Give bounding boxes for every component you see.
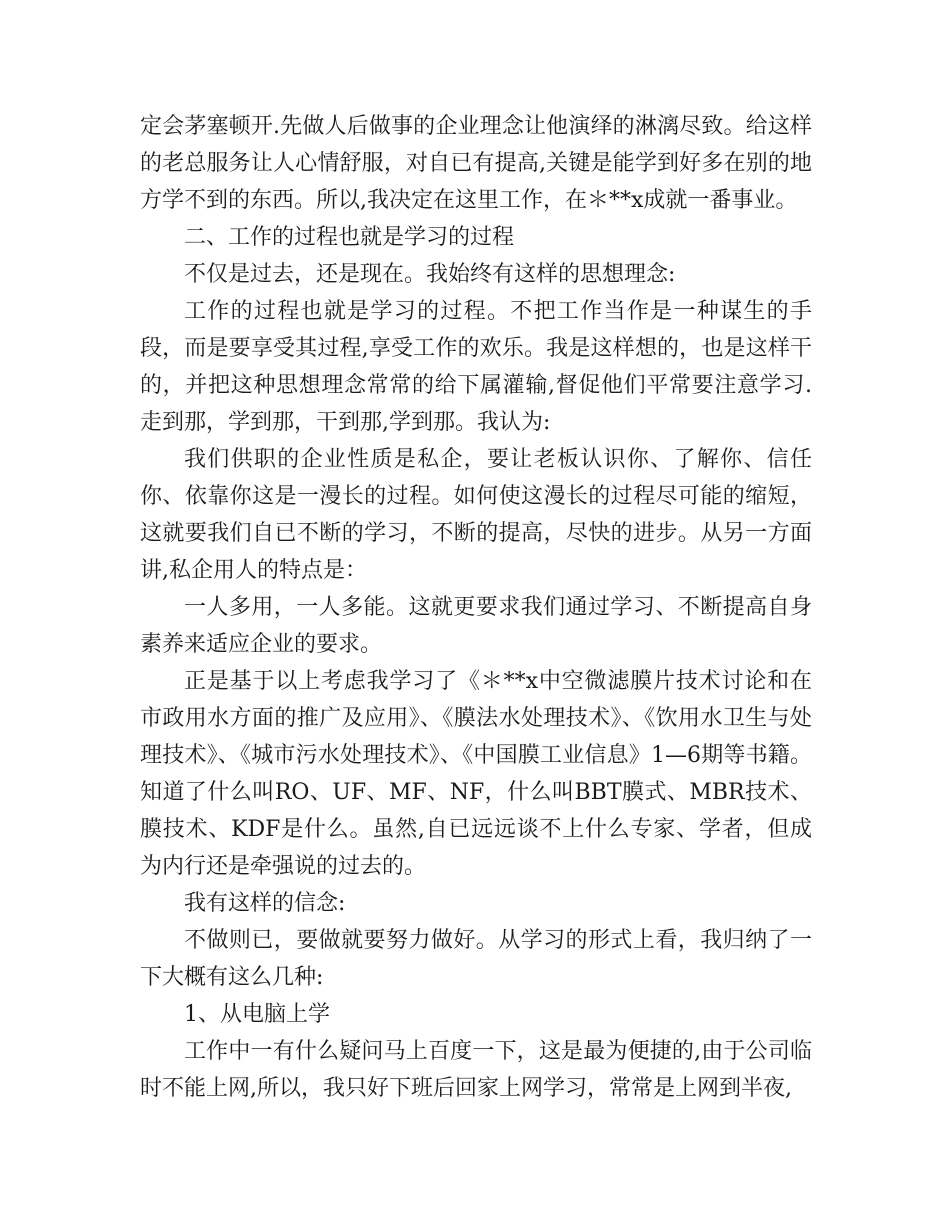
paragraph-1: 定会茅塞顿开.先做人后做事的企业理念让他演绎的淋漓尽致。给这样的老总服务让人心情舒服，对自已有提高,关键是能学到好多在别的地方学不到的东西。所以,我决定在这里工作，在＊**x成就一番事业。 — [140, 114, 812, 213]
section-heading: 二、工作的过程也就是学习的过程 — [184, 225, 515, 250]
paragraph-2: 不仅是过去，还是现在。我始终有这样的思想理念: — [184, 262, 676, 287]
paragraph-9: 工作中一有什么疑问马上百度一下，这是最为便捷的,由于公司临时不能上网,所以，我只好下班后回家上网学习，常常是上网到半夜, — [140, 1039, 812, 1101]
document-body — [140, 108, 812, 1107]
paragraph-3: 工作的过程也就是学习的过程。不把工作当作是一种谋生的手段，而是要享受其过程,享受工作的欢乐。我是这样想的，也是这样干的，并把这种思想理念常常的给下属灌输,督促他们平常要注意学习.走到那，学到那，干到那,学到那。我认为: — [140, 299, 812, 435]
subsection-heading: 1、从电脑上学 — [184, 1002, 330, 1027]
paragraph-5: 一人多用，一人多能。这就更要求我们通过学习、不断提高自身素养来适应企业的要求。 — [140, 595, 812, 657]
paragraph-8: 不做则已，要做就要努力做好。从学习的形式上看，我归纳了一下大概有这么几种: — [140, 928, 812, 990]
paragraph-6: 正是基于以上考虑我学习了《＊**x中空微滤膜片技术讨论和在市政用水方面的推广及应用》、《膜法水处理技术》、《饮用水卫生与处理技术》、《城市污水处理技术》、《中国膜工业信息》1—6期等书籍。知道了什么叫RO、UF、MF、NF，什么叫BBT膜式、MBR技术、膜技术、KDF是什么。虽然,自已远远谈不上什么专家、学者，但成为内行还是牵强说的过去的。 — [140, 669, 812, 879]
paragraph-7: 我有这样的信念: — [184, 891, 346, 916]
paragraph-4: 我们供职的企业性质是私企，要让老板认识你、了解你、信任你、依靠你这是一漫长的过程。如何使这漫长的过程尽可能的缩短，这就要我们自已不断的学习，不断的提高，尽快的进步。从另一方面讲,私企用人的特点是： — [140, 447, 812, 583]
